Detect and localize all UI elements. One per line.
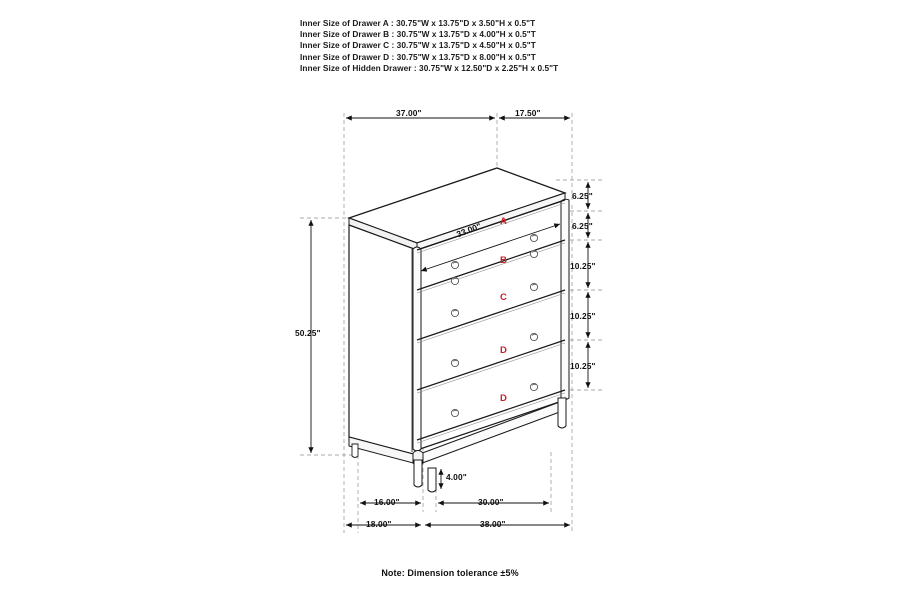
chest-right-edge-post [561,199,569,400]
drawer-label-b: B [500,255,507,266]
chest-front-corner-post [413,247,421,451]
dim-label-base-front: 30.00" [478,497,504,507]
dim-label-right-a: 6.25" [572,191,593,201]
dim-label-leg-height: 4.00" [446,472,467,482]
spec-line-drawer-a: Inner Size of Drawer A : 30.75"W x 13.75"D x 3.50"H x 0.5"T [300,18,536,28]
chest-left-side-panel [349,225,417,455]
knob-b-left [451,277,458,284]
drawer-label-c: C [500,292,507,303]
drawer-label-d2: D [500,393,507,404]
knob-d1-left [451,359,458,366]
knob-d2-left [451,409,458,416]
spec-line-drawer-b: Inner Size of Drawer B : 30.75"W x 13.75"D x 4.00"H x 0.5"T [300,29,536,40]
spec-line-drawer-d: Inner Size of Drawer D : 30.75"W x 13.75"D x 8.00"H x 0.5"T [300,51,536,62]
knob-c-left [451,309,458,316]
knob-c-right [530,283,537,290]
drawer-label-a: A [500,216,507,227]
knob-d1-right [530,333,537,340]
dim-label-right-c: 10.25" [570,261,596,271]
dim-label-base-side: 16.00" [374,497,400,507]
dim-label-footprint-side: 18.00" [366,519,392,529]
knob-a-left [451,261,458,268]
knob-b-right [530,250,537,257]
dim-label-footprint-front: 38.00" [480,519,506,529]
drawer-label-d1: D [500,345,507,356]
knob-a-right [530,234,537,241]
knob-d2-right [530,383,537,390]
dim-label-top-front-width: 37.00" [396,108,422,118]
dim-label-top-side-depth: 17.50" [515,108,541,118]
dim-label-right-b: 6.25" [572,221,593,231]
dim-label-drawer-front-width: 33.00" [455,220,483,240]
dim-label-right-e: 10.25" [570,361,596,371]
dim-label-overall-height: 50.25" [295,328,321,338]
spec-line-hidden-drawer: Inner Size of Hidden Drawer : 30.75"W x 12.50"D x 2.25"H x 0.5"T [300,62,559,73]
tolerance-note: Note: Dimension tolerance ±5% [381,568,519,578]
spec-line-drawer-c: Inner Size of Drawer C : 30.75"W x 13.75"D x 4.50"H x 0.5"T [300,40,536,51]
dim-label-right-d: 10.25" [570,311,596,321]
